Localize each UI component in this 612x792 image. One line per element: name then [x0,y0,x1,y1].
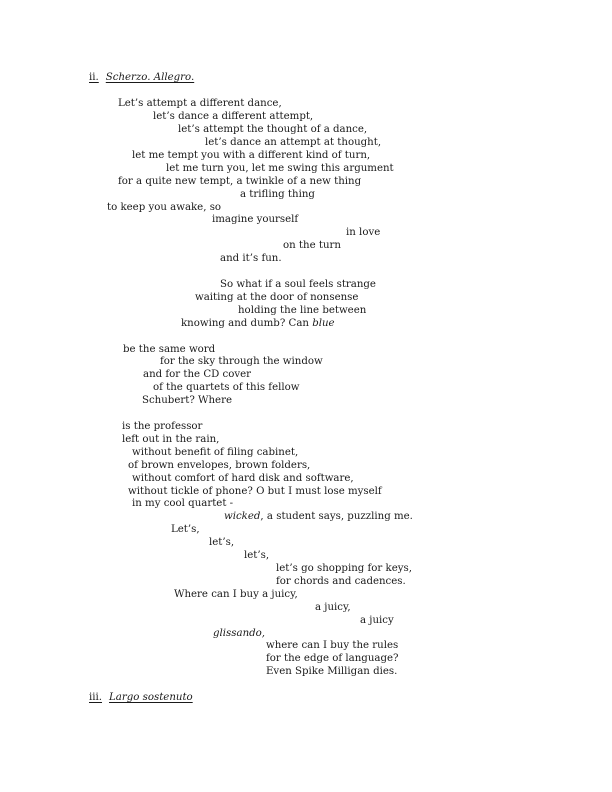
line-text: of brown envelopes, brown folders, [128,460,311,471]
poem-line [143,369,251,381]
line-text: for the edge of language? [266,653,399,664]
line-text: let’s attempt the thought of a dance, [178,124,368,135]
poem-line [220,279,376,291]
line-text: a juicy [360,615,394,626]
line-text: and it’s fun. [220,253,282,264]
line-text: let’s dance an attempt at thought, [205,137,382,148]
line-text: of the quartets of this fellow [153,382,300,393]
poem-line [283,240,341,252]
poem-line [128,486,382,498]
line-text: let me turn you, let me swing this argument [166,163,394,174]
italic-word: blue [312,318,335,329]
line-text: in love [346,227,381,238]
poem-line [209,537,234,549]
line-text: Schubert? Where [142,395,232,406]
line-text: for the sky through the window [160,356,323,367]
line-text: Let’s attempt a different dance, [118,98,282,109]
poem-line [244,550,269,562]
poem-line [205,137,381,149]
section-heading-ii [89,72,194,84]
poem-line [118,176,361,188]
line-text: a juicy, [315,602,351,613]
line-text: is the professor [122,421,203,432]
poem-line [142,395,232,407]
poem-line [174,589,298,601]
poem-line [266,666,397,678]
line-text: without tickle of phone? O but I must lose myself [128,486,382,497]
line-text: a trifling thing [240,189,315,200]
poem-line [132,498,233,510]
line-text: be the same word [123,344,216,355]
poem-line [220,253,282,265]
line-text: let’s go shopping for keys, [276,563,412,574]
poem-line [360,615,394,627]
line-text: knowing and dumb? Can [181,318,313,329]
line-text: Let’s, [171,524,200,535]
poem-line [346,227,380,239]
line-text: imagine yourself [212,214,299,225]
line-text: Where can I buy a juicy, [174,589,298,600]
poem-line [238,305,366,317]
poem-line [171,524,200,536]
line-text: for chords and cadences. [276,576,406,587]
poem-line [160,356,323,368]
line-text: and for the CD cover [143,369,252,380]
line-text: Even Spike Milligan dies. [266,666,398,677]
poem-line [212,214,298,226]
poem-line [266,640,398,652]
poem-line [315,602,351,614]
section-heading-iii [89,692,193,704]
poem-line [107,202,221,214]
poem-line [153,382,299,394]
line-text: waiting at the door of nonsense [195,292,359,303]
line-text: , a student says, puzzling me. [260,511,413,522]
poem-line [128,460,310,472]
section-title: Largo sostenuto [109,692,193,703]
line-text: holding the line between [238,305,367,316]
line-text: on the turn [283,240,341,251]
poem-line [123,344,215,356]
italic-word: wicked [224,511,261,522]
italic-word: glissando, [213,628,266,639]
poem-line [118,98,282,110]
line-text: without benefit of filing cabinet, [132,447,299,458]
poem-line [266,653,398,665]
line-text: let me tempt you with a different kind of turn, [132,150,371,161]
line-text: to keep you awake, so [107,202,222,213]
line-text: where can I buy the rules [266,640,399,651]
line-text: for a quite new tempt, a twinkle of a new thing [118,176,362,187]
line-text: let’s, [244,550,270,561]
poem-line [195,292,358,304]
poem-line [240,189,315,201]
poem-line [178,124,367,136]
section-title: Scherzo. Allegro. [105,72,195,83]
poem-line [276,576,406,588]
section-number: iii. [89,692,103,703]
poem-line [213,628,265,640]
poem-line [276,563,412,575]
poem-line [224,511,413,523]
poem-line [132,150,370,162]
section-number: ii. [89,72,99,83]
line-text: let’s dance a different attempt, [153,111,314,122]
line-text: let’s, [209,537,235,548]
poem-line [181,318,335,330]
line-text: left out in the rain, [122,434,220,445]
poem-line [122,421,202,433]
poem-line [132,447,298,459]
poem-line [122,434,219,446]
poem-line [153,111,313,123]
line-text: So what if a soul feels strange [220,279,376,290]
line-text: in my cool quartet - [132,498,234,509]
poem-line [132,473,354,485]
poem-line [166,163,394,175]
line-text: without comfort of hard disk and software, [132,473,354,484]
